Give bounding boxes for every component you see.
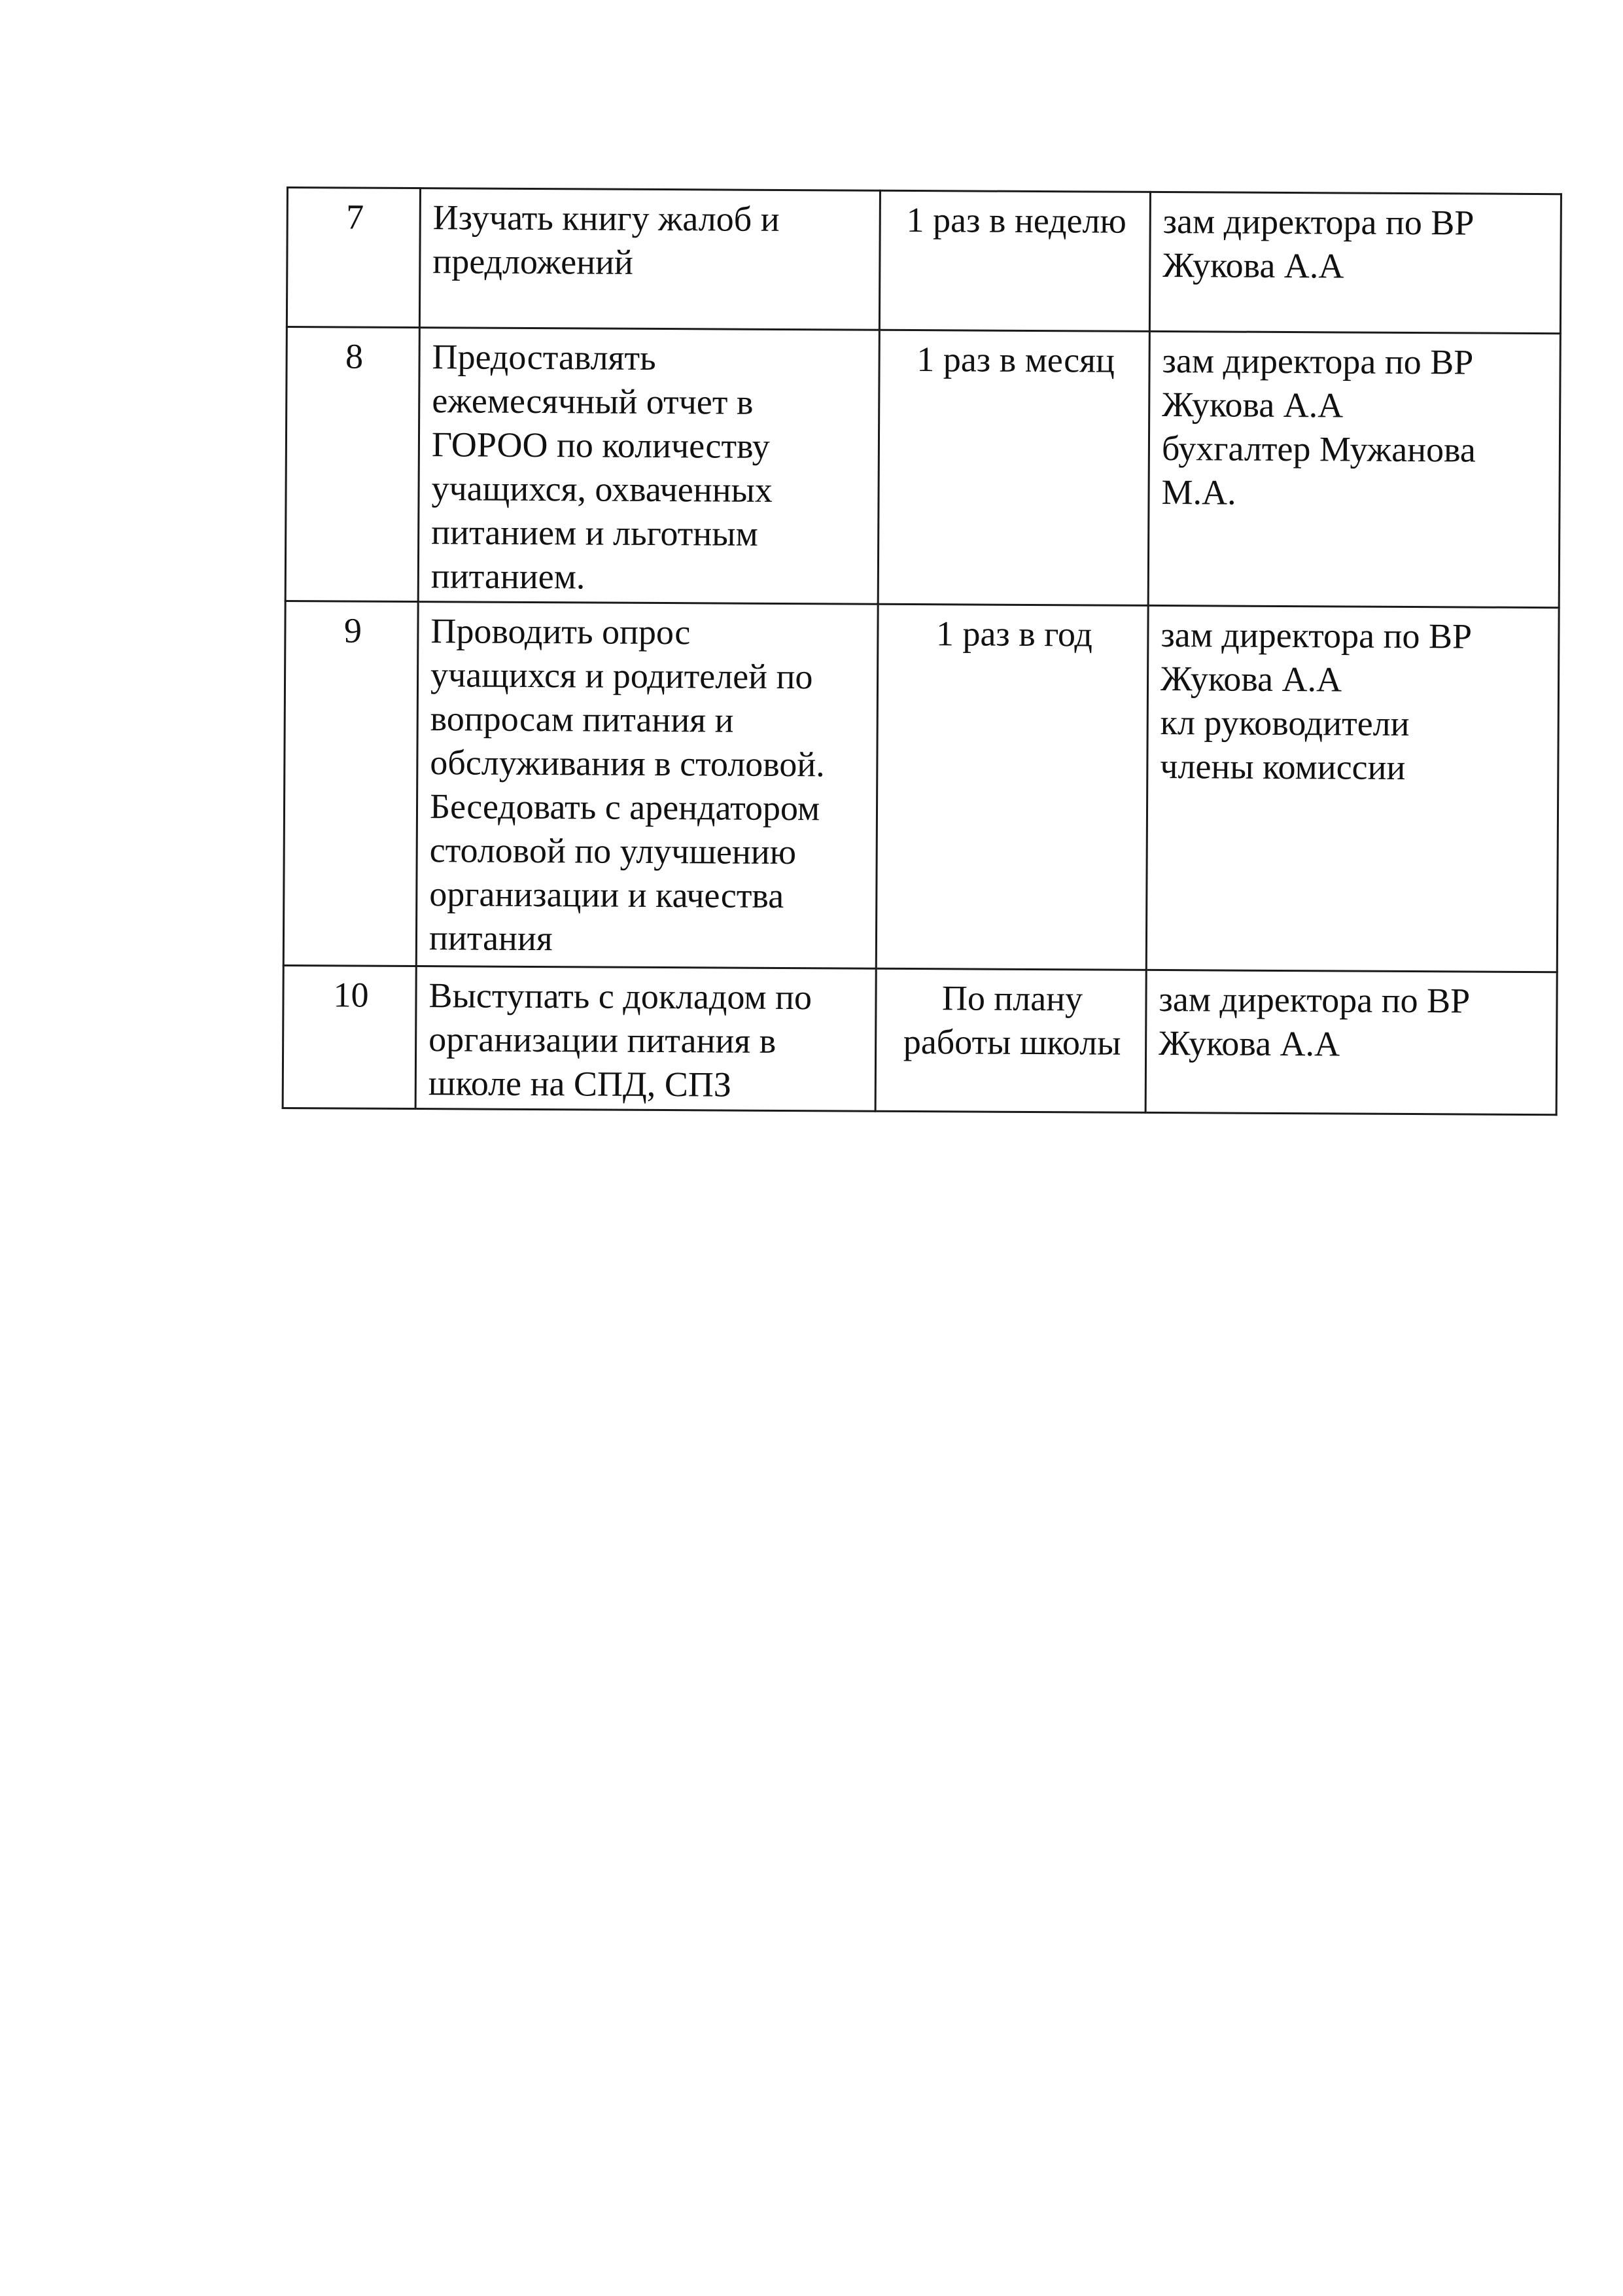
row-number: 10 bbox=[333, 975, 369, 1015]
frequency-line: По плану bbox=[941, 978, 1083, 1019]
responsible-line: Жукова А.А bbox=[1159, 1023, 1340, 1064]
activity-cell bbox=[415, 966, 876, 1112]
responsible-line: зам директора по ВР bbox=[1162, 341, 1474, 382]
activity-line: предложений bbox=[432, 241, 634, 282]
food-service-plan-table bbox=[282, 186, 1562, 1116]
responsible-line: члены комиссии bbox=[1160, 747, 1406, 787]
row-number-cell bbox=[285, 327, 419, 602]
responsible-line: Жукова А.А bbox=[1162, 385, 1344, 425]
responsible-cell bbox=[1146, 605, 1559, 972]
frequency-line: 1 раз в год bbox=[935, 614, 1093, 654]
activity-cell bbox=[418, 328, 879, 605]
responsible-cell bbox=[1149, 192, 1561, 333]
activity-line: учащихся и родителей по bbox=[430, 655, 813, 697]
row-number: 8 bbox=[345, 336, 364, 376]
responsible-line: кл руководители bbox=[1160, 703, 1410, 743]
activity-line: питания bbox=[428, 918, 553, 959]
responsible-line: зам директора по ВР bbox=[1161, 615, 1473, 656]
frequency-line: 1 раз в месяц bbox=[916, 340, 1115, 380]
responsible-line: М.А. bbox=[1161, 472, 1236, 512]
activity-line: ГОРОО по количеству bbox=[431, 425, 770, 466]
frequency-line: 1 раз в неделю bbox=[906, 200, 1126, 241]
activity-line: питанием и льготным bbox=[431, 512, 758, 554]
activity-line: организации питания в bbox=[428, 1019, 777, 1061]
row-number: 7 bbox=[346, 197, 364, 237]
responsible-line: зам директора по ВР bbox=[1159, 979, 1471, 1021]
table-row bbox=[287, 188, 1561, 334]
frequency-line: работы школы bbox=[903, 1021, 1121, 1063]
table-row bbox=[283, 601, 1559, 972]
activity-line: школе на СПД, СПЗ bbox=[428, 1063, 732, 1104]
activity-line: столовой по улучшению bbox=[429, 830, 797, 872]
responsible-cell bbox=[1148, 331, 1560, 607]
table-row bbox=[283, 965, 1557, 1114]
frequency-cell bbox=[879, 190, 1150, 331]
responsible-cell bbox=[1145, 970, 1557, 1114]
responsible-line: Жукова А.А bbox=[1162, 245, 1344, 286]
activity-line: учащихся, охваченных bbox=[431, 468, 773, 510]
row-number: 9 bbox=[343, 610, 362, 650]
table-row bbox=[285, 327, 1560, 608]
activity-line: организации и качества bbox=[429, 874, 784, 915]
frequency-cell bbox=[875, 968, 1146, 1112]
activity-line: Беседовать с арендатором bbox=[429, 786, 820, 828]
activity-line: обслуживания в столовой. bbox=[430, 743, 825, 785]
responsible-line: Жукова А.А bbox=[1160, 659, 1342, 699]
row-number-cell bbox=[287, 188, 420, 328]
activity-line: ежемесячный отчет в bbox=[432, 381, 754, 422]
row-number-cell bbox=[283, 601, 418, 966]
activity-line: вопросам питания и bbox=[430, 699, 734, 740]
responsible-line: зам директора по ВР bbox=[1162, 202, 1475, 243]
activity-line: Изучать книгу жалоб и bbox=[432, 198, 780, 239]
activity-cell bbox=[419, 188, 880, 330]
responsible-line: бухгалтер Мужанова bbox=[1161, 429, 1476, 470]
activity-cell bbox=[416, 602, 878, 969]
activity-line: питанием. bbox=[430, 556, 585, 597]
activity-line: Выступать с докладом по bbox=[428, 976, 812, 1017]
activity-line: Проводить опрос bbox=[430, 611, 691, 652]
frequency-cell bbox=[876, 604, 1148, 970]
row-number-cell bbox=[283, 965, 416, 1108]
activity-line: Предоставлять bbox=[432, 337, 656, 378]
frequency-cell bbox=[878, 330, 1149, 605]
